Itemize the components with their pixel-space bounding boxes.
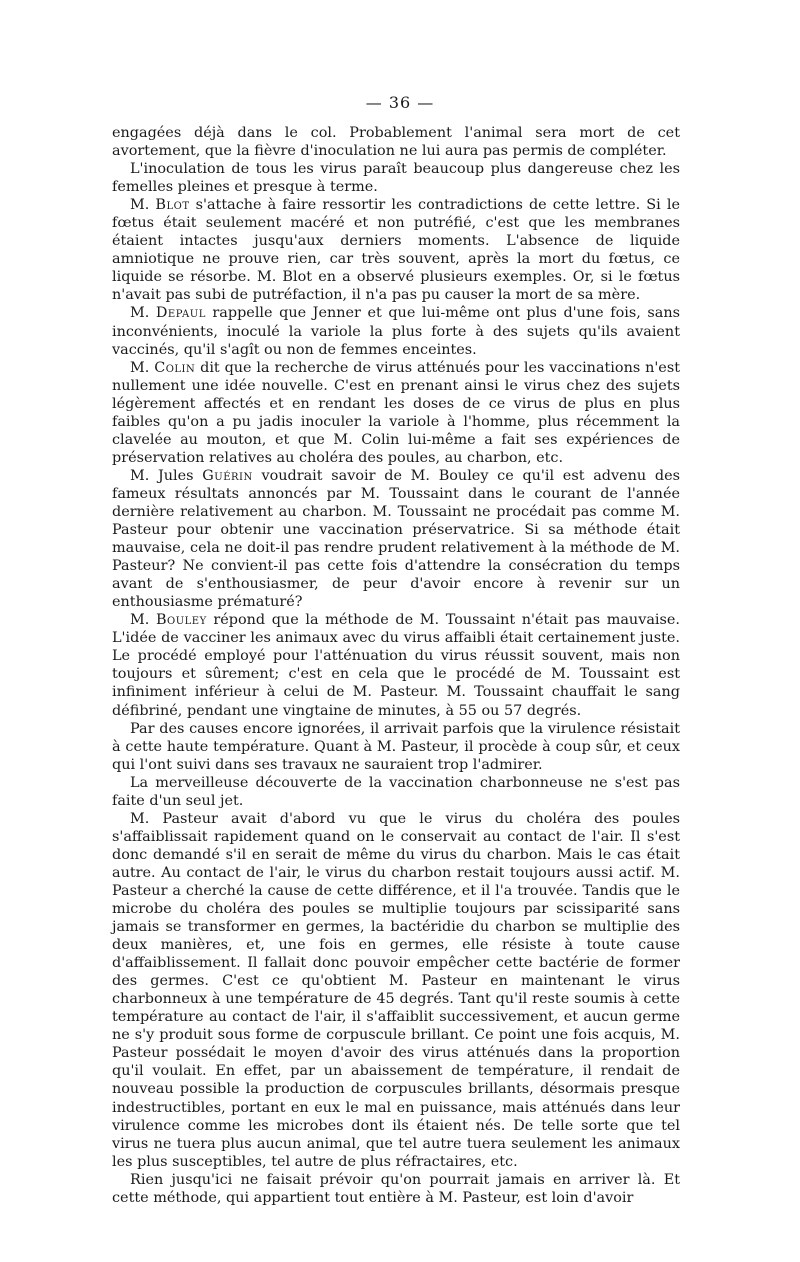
paragraph-3-text: s'attache à faire ressortir les contradictions de cette lettre. Si le fœtus était seulement macéré et non putréfié, c'est que les membranes étaient intactes jusqu'aux derniers moments. L'absence de liquide amniotique ne prouve rien, car très souvent, après la mort du fœtus, ce liquide se résorbe. M. Blot en a observé plusieurs exemples. Or, si le fœtus n'avait pas subi de putréfaction, il n'a pas pu causer la mort de sa mère. <box>112 197 680 304</box>
paragraph-3 <box>112 196 680 304</box>
speaker-name-colin: Colin <box>154 359 196 376</box>
paragraph-1 <box>112 124 680 160</box>
speaker-name-guerin: Guérin <box>202 467 253 484</box>
paragraph-11 <box>112 1171 680 1207</box>
paragraph-9-text: La merveilleuse découverte de la vaccination charbonneuse ne s'est pas faite d'un seul jet. <box>112 774 680 809</box>
paragraph-11-text: Rien jusqu'ici ne faisait prévoir qu'on pourrait jamais en arriver là. Et cette méthode, qui appartient tout entière à M. Pasteur, est loin d'avoir <box>112 1171 680 1206</box>
speaker-prefix: M. <box>130 359 155 376</box>
speaker-name-blot: Blot <box>155 197 190 214</box>
paragraph-2-text: L'inoculation de tous les virus paraît beaucoup plus dangereuse chez les femelles pleines et presque à terme. <box>112 161 680 196</box>
paragraph-6 <box>112 467 680 611</box>
speaker-prefix: M. <box>130 197 156 214</box>
speaker-name-bouley: Bouley <box>155 612 207 629</box>
paragraph-9 <box>112 774 680 810</box>
text-column <box>112 124 680 1207</box>
paragraph-5-text: dit que la recherche de virus atténués pour les vaccinations n'est nullement une idée nouvelle. C'est en prenant ainsi le virus chez des sujets légèrement affectés et en rendant les doses de ce virus de plus en plus faibles qu'on a pu jadis inoculer la variole à l'homme, plus récemment la clavelée au mouton, et que M. Colin lui-même a fait ses expériences de préservation relatives au choléra des poules, au charbon, etc. <box>112 359 680 466</box>
paragraph-8 <box>112 720 680 774</box>
paragraph-5 <box>112 359 680 467</box>
paragraph-8-text: Par des causes encore ignorées, il arrivait parfois que la virulence résistait à cette haute température. Quant à M. Pasteur, il procède à coup sûr, et ceux qui l'ont suivi dans ses travaux ne sauraient trop l'admirer. <box>112 720 680 773</box>
paragraph-6-text: voudrait savoir de M. Bouley ce qu'il est advenu des fameux résultats annoncés par M. Toussaint dans le courant de l'année dernière relativement au charbon. M. Toussaint ne procédait pas comme M. Pasteur pour obtenir une vaccination préservatrice. Si sa méthode était mauvaise, cela ne doit-il pas rendre prudent relativement à la méthode de M. Pasteur? Ne convient-il pas cette fois d'attendre la consécration du temps avant de s'enthousiasmer, de peur d'avoir encore à revenir sur un enthousiasme prématuré? <box>112 467 680 611</box>
paragraph-2 <box>112 160 680 196</box>
paragraph-7-text: répond que la méthode de M. Toussaint n'était pas mauvaise. L'idée de vacciner les animaux avec du virus affaibli était certainement juste. Le procédé employé pour l'atténuation du virus réussit souvent, mais non toujours et sûrement; c'est en cela que le procédé de M. Toussaint est infiniment inférieur à celui de M. Pasteur. M. Toussaint chauffait le sang défibriné, pendant une vingtaine de minutes, à 55 ou 57 degrés. <box>112 612 680 719</box>
paragraph-10-text: M. Pasteur avait d'abord vu que le virus du choléra des poules s'affaiblissait rapidement quand on le conservait au contact de l'air. Il s'est donc demandé s'il en serait de même du virus du charbon. Mais le cas était autre. Au contact de l'air, le virus du charbon restait toujours aussi actif. M. Pasteur a cherché la cause de cette différence, et il l'a trouvée. Tandis que le microbe du choléra des poules se multiplie toujours par scissiparité sans jamais se transformer en germes, la bactéridie du charbon se multiplie des deux manières, et, une fois en germes, elle résiste à toute cause d'affaiblissement. Il fallait donc pouvoir empêcher cette bactérie de former des germes. C'est ce qu'obtient M. Pasteur en maintenant le virus charbonneux à une température de 45 degrés. Tant qu'il reste soumis à cette température au contact de l'air, il s'affaiblit successivement, et aucun germe ne s'y produit sous forme de corpuscule brillant. Ce point une fois acquis, M. Pasteur possédait le moyen d'avoir des virus atténués dans la proportion qu'il voulait. En effet, par un abaissement de température, il rendait de nouveau possible la production de corpuscules brillants, désormais presque indestructibles, portant en eux le mal en puissance, mais atténués dans leur virulence comme les microbes dont ils étaient nés. De telle sorte que tel virus ne tuera plus aucun animal, que tel autre tuera seulement les animaux les plus susceptibles, tel autre de plus réfractaires, etc. <box>112 810 680 1170</box>
paragraph-4 <box>112 304 680 358</box>
page-number: — 36 — <box>365 93 435 112</box>
speaker-name-depaul: Depaul <box>155 305 206 322</box>
speaker-prefix: M. <box>130 612 156 629</box>
paragraph-10 <box>112 810 680 1171</box>
speaker-prefix: M. Jules <box>130 467 203 484</box>
speaker-prefix: M. <box>130 305 156 322</box>
paragraph-7 <box>112 611 680 719</box>
paragraph-1-text: engagées déjà dans le col. Probablement l'animal sera mort de cet avortement, que la fièvre d'inoculation ne lui aura pas permis de compléter. <box>112 125 680 160</box>
paragraph-4-text: rappelle que Jenner et que lui-même ont plus d'une fois, sans inconvénients, inoculé la variole la plus forte à des sujets qu'ils avaient vaccinés, qu'il s'agît ou non de femmes enceintes. <box>112 305 680 358</box>
